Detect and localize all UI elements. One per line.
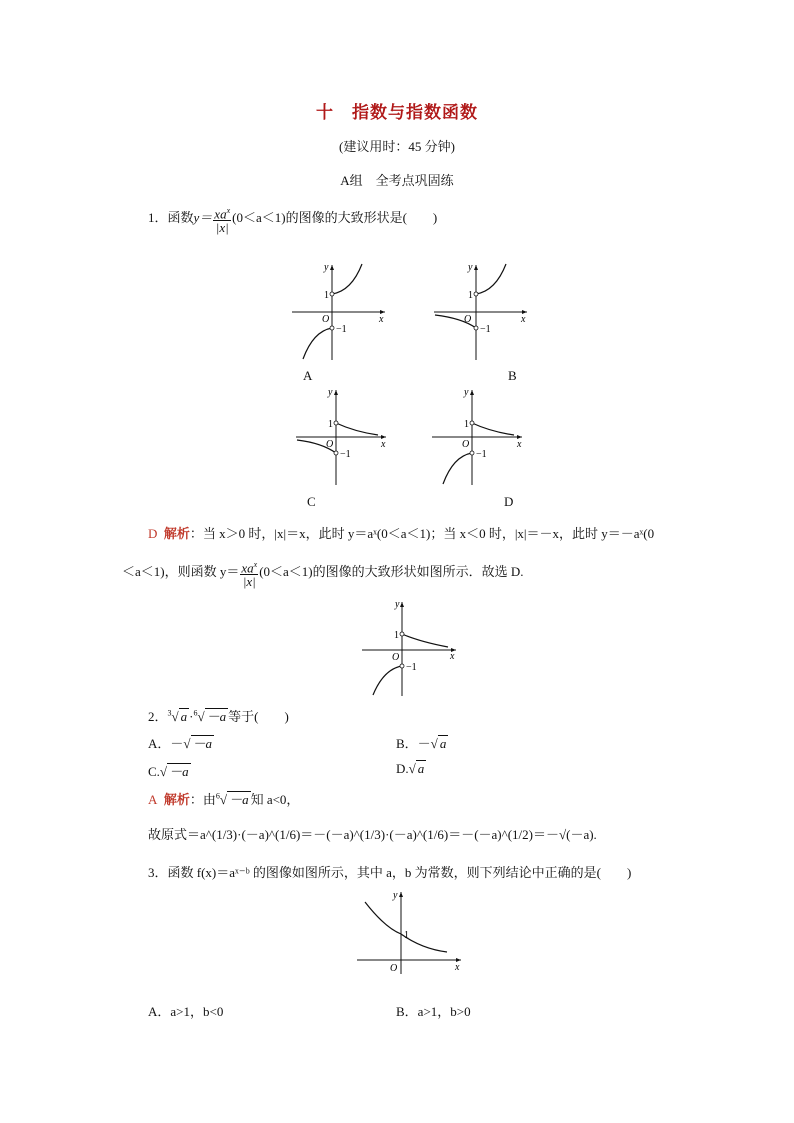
svg-text:1: 1 [468, 290, 473, 301]
graph-d-label: D [504, 494, 514, 509]
time-note: (建议用时：45 分钟) [339, 139, 455, 154]
section-title: 指数与指数函数 [352, 103, 478, 122]
svg-text:1: 1 [324, 290, 329, 301]
q2-derivation: 故原式＝a^(1/3)·(－a)^(1/6)＝－(－a)^(1/3)·(－a)^(1/6)＝－(－a)^(1/2)＝－√(－a). [148, 827, 597, 842]
svg-text:x: x [517, 439, 522, 450]
q1-analysis-label: 解析 [163, 526, 190, 541]
q3-graph [355, 888, 467, 976]
svg-text:−1: −1 [476, 449, 487, 460]
svg-text:−1: −1 [480, 324, 491, 335]
q1-answer-graph [360, 598, 460, 698]
svg-text:−1: −1 [406, 662, 417, 673]
q3-option-b: B．a>1，b>0 [396, 1004, 471, 1019]
svg-text:y: y [395, 599, 400, 610]
svg-text:1: 1 [404, 930, 409, 941]
q2-analysis-label: 解析 [163, 792, 190, 807]
svg-text:y: y [324, 262, 329, 273]
graph-c [294, 385, 390, 487]
q1-answer: D [148, 526, 158, 541]
svg-text:x: x [450, 651, 455, 662]
svg-text:x: x [379, 314, 384, 325]
svg-text:1: 1 [394, 630, 399, 641]
q2-option-b: B．－√ a [396, 736, 447, 751]
q2-option-c: C.√ －a [148, 764, 189, 779]
group-heading: A组 全考点巩固练 [340, 173, 454, 188]
svg-text:O: O [322, 314, 330, 325]
q3-option-a: A．a>1，b<0 [148, 1004, 224, 1019]
q1-analysis-line2: ＜a＜1)，则函数 y＝ $\frac{xa^x}{|x|}$ (0＜a＜1)的图像的大致形状如图所示．故选 D. [122, 560, 524, 590]
svg-text:O: O [392, 652, 400, 663]
section-number: 十 [316, 103, 334, 122]
q1-analysis-line1: D 解析：当 x＞0 时，|x|＝x，此时 y＝aˣ(0＜a＜1)；当 x＜0 时，|x|＝－x，此时 y＝－aˣ(0 [148, 526, 655, 541]
graph-b [432, 260, 532, 362]
graph-a [290, 260, 390, 362]
svg-text:x: x [381, 439, 386, 450]
page-title [0, 98, 794, 123]
question-1-stem: 1．函数y＝ $\frac{xa^x}{|x|}$ (0＜a＜1)的图像的大致形状是( ) [148, 206, 438, 236]
svg-text:−1: −1 [336, 324, 347, 335]
svg-text:1: 1 [328, 419, 333, 430]
svg-text:y: y [468, 262, 473, 273]
svg-text:O: O [326, 439, 334, 450]
q2-analysis: A 解析：由$^6$√ －a 知 a<0， [148, 791, 300, 807]
svg-text:y: y [328, 387, 333, 398]
question-3-stem: 3．函数 f(x)＝aˣ⁻ᵇ 的图像如图所示，其中 a，b 为常数，则下列结论中正确的是( ) [148, 865, 632, 880]
q2-answer: A [148, 792, 158, 807]
svg-text:O: O [462, 439, 470, 450]
question-2-stem: 2．$^3$√ a ·$^6$√ －a 等于( ) [148, 708, 289, 724]
q2-option-d: D.√ a [396, 761, 425, 776]
svg-text:x: x [455, 962, 460, 973]
graph-d [430, 385, 526, 487]
graph-c-label: C [307, 494, 316, 509]
q1-fraction: $\frac{xa^x}{|x|}$ [214, 206, 231, 236]
svg-text:O: O [464, 314, 472, 325]
graph-a-label: A [303, 368, 313, 383]
svg-text:x: x [521, 314, 526, 325]
svg-text:1: 1 [464, 419, 469, 430]
svg-text:O: O [390, 963, 398, 974]
svg-text:y: y [393, 890, 398, 901]
svg-text:y: y [464, 387, 469, 398]
graph-b-label: B [508, 368, 517, 383]
q2-option-a: A．－√ －a [148, 736, 213, 751]
svg-text:−1: −1 [340, 449, 351, 460]
